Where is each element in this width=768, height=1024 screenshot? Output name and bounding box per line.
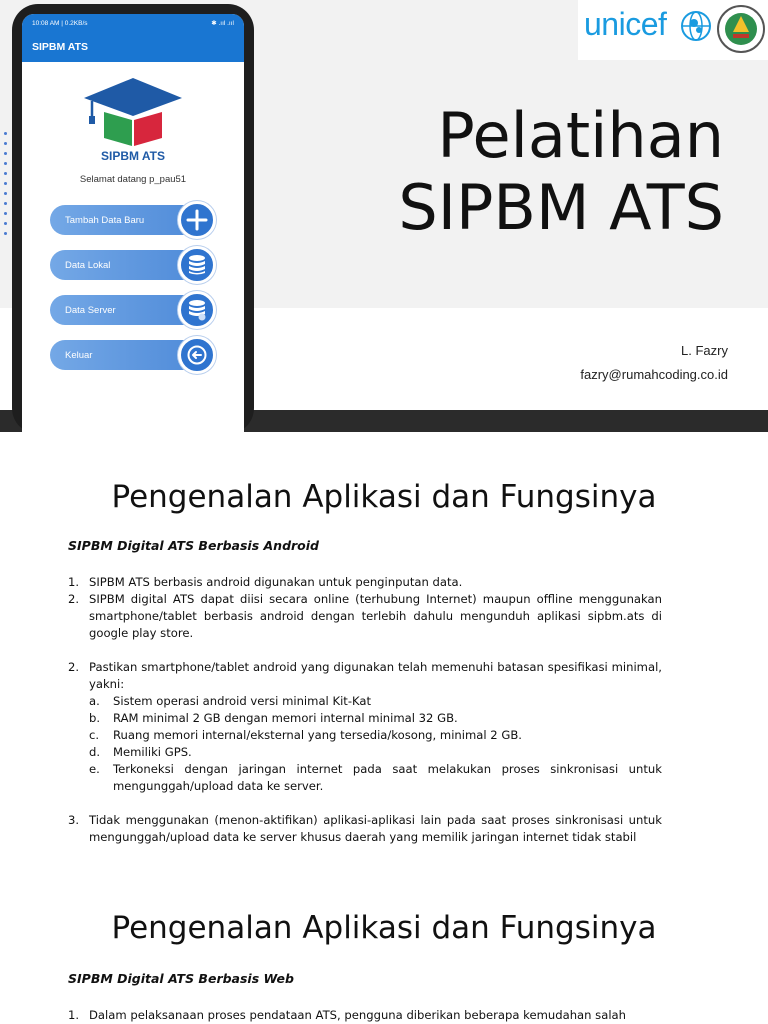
list-item [68, 591, 662, 642]
slide-subheading: SIPBM Digital ATS Berbasis Web [68, 971, 294, 986]
unicef-globe-icon [680, 10, 712, 42]
content-slide-web [0, 866, 768, 1024]
slide-title [398, 100, 724, 244]
status-signal: ✱ .ııl .ııl [211, 20, 234, 27]
title-line-2: SIPBM ATS [398, 171, 724, 244]
sub-list-text: Ruang memori internal/eksternal yang tersedia/kosong, minimal 2 GB. [113, 728, 522, 742]
plus-icon[interactable] [178, 201, 216, 239]
add-data-button[interactable] [50, 205, 218, 235]
slide-heading: Pengenalan Aplikasi dan Fungsinya [111, 910, 657, 946]
slide-heading: Pengenalan Aplikasi dan Fungsinya [111, 479, 657, 515]
add-data-label: Tambah Data Baru [50, 205, 200, 235]
list-item [68, 1007, 662, 1024]
list-text: SIPBM digital ATS dapat diisi secara online (terhubung Internet) maupun offline menggunakan smartphone/tablet berbasis android dengan terlebih dahulu mengunduh aplikasi sipbm.ats di google play store. [89, 592, 662, 640]
list-number: 1. [68, 1008, 80, 1022]
content-slide-android [0, 433, 768, 865]
local-data-button[interactable] [50, 250, 218, 280]
sub-list-text: Terkoneksi dengan jaringan internet pada saat melakukan proses sinkronisasi untuk mengunggah/upload data ke server. [113, 762, 662, 793]
list-text: Tidak menggunakan (menon-aktifikan) aplikasi-aplikasi lain pada saat proses sinkronisasi untuk mengunggah/upload data ke server khusus daerah yang memilik jaringan internet tidak stabil [89, 813, 662, 844]
list-number: 3. [68, 813, 80, 827]
sub-list-item [68, 710, 662, 727]
logout-icon[interactable] [178, 336, 216, 374]
app-name: SIPBM ATS [100, 149, 165, 163]
sub-list-item [68, 693, 662, 710]
database-icon[interactable] [178, 246, 216, 284]
content-list [68, 1007, 662, 1024]
author-block [580, 339, 728, 387]
list-item [68, 659, 662, 693]
sub-list-item [68, 727, 662, 744]
author-name: L. Fazry [681, 343, 728, 358]
list-number: 2. [68, 660, 80, 674]
sub-list-letter: d. [89, 745, 101, 759]
author-email: fazry@rumahcoding.co.id [580, 367, 728, 382]
slide-subheading: SIPBM Digital ATS Berbasis Android [68, 538, 320, 553]
server-data-button[interactable] [50, 295, 218, 325]
sub-list-text: RAM minimal 2 GB dengan memori internal minimal 32 GB. [113, 711, 458, 725]
welcome-text: Selamat datang p_pau51 [79, 174, 187, 185]
app-bar [22, 32, 244, 62]
app-bar-title: SIPBM ATS [32, 41, 89, 53]
logout-button[interactable] [50, 340, 218, 370]
server-data-label: Data Server [50, 295, 200, 325]
graduation-cap-logo-icon [80, 74, 186, 146]
list-text: SIPBM ATS berbasis android digunakan untuk penginputan data. [89, 575, 463, 589]
sub-list-item [68, 744, 662, 761]
sub-list-text: Sistem operasi android versi minimal Kit-Kat [113, 694, 372, 708]
phone-screen [22, 14, 244, 432]
sub-list-letter: e. [89, 762, 100, 776]
unicef-logo: unicef [584, 6, 667, 42]
sub-list-letter: c. [89, 728, 100, 742]
list-item [68, 812, 662, 846]
phone-mockup [12, 4, 254, 432]
logout-label: Keluar [50, 340, 200, 370]
status-time: 10:08 AM | 0.2KB/s [32, 19, 88, 27]
list-number: 2. [68, 592, 80, 606]
sub-list-text: Memiliki GPS. [113, 745, 192, 759]
database-server-icon[interactable] [178, 291, 216, 329]
title-slide [0, 0, 768, 432]
sub-list-letter: a. [89, 694, 100, 708]
content-list [68, 574, 662, 846]
sub-list-item [68, 761, 662, 795]
logo-area [578, 0, 768, 60]
title-line-1: Pelatihan [437, 99, 724, 172]
status-bar [22, 14, 244, 32]
list-text: Dalam pelaksanaan proses pendataan ATS, pengguna diberikan beberapa kemudahan salah [89, 1008, 627, 1022]
list-item [68, 574, 662, 591]
list-number: 1. [68, 575, 80, 589]
decorative-dots [4, 132, 8, 242]
ministry-seal-icon [716, 4, 766, 54]
list-text: Pastikan smartphone/tablet android yang digunakan telah memenuhi batasan spesifikasi minimal, yakni: [89, 660, 662, 691]
local-data-label: Data Lokal [50, 250, 200, 280]
sub-list-letter: b. [89, 711, 101, 725]
